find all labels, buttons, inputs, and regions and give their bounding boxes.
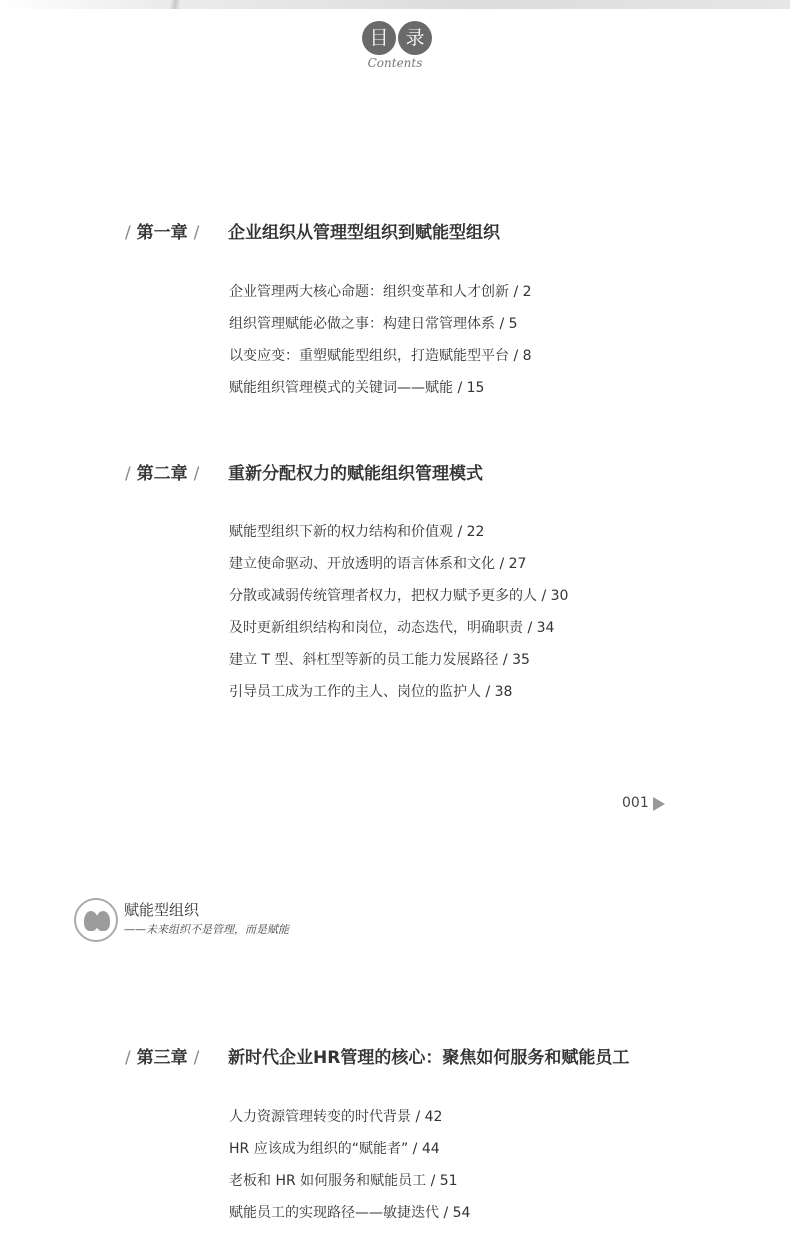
- toc-entry[interactable]: 引导员工成为工作的主人、岗位的监护人 / 38: [229, 684, 513, 700]
- heading-char-badge: 目: [362, 21, 396, 55]
- toc-entry[interactable]: 赋能员工的实现路径——敏捷迭代 / 54: [229, 1205, 471, 1221]
- chapter-heading: / 第二章 / 重新分配权力的赋能组织管理模式: [125, 459, 685, 485]
- toc-entry[interactable]: 赋能组织管理模式的关键词——赋能 / 15: [229, 380, 485, 396]
- toc-entry[interactable]: HR 应该成为组织的“赋能者” / 44: [229, 1141, 440, 1157]
- contents-heading: [362, 21, 432, 55]
- chapter-title: 重新分配权力的赋能组织管理模式: [228, 464, 483, 484]
- chapter-label: 第一章: [136, 223, 188, 243]
- toc-entry-list: [229, 276, 689, 404]
- book-title: 赋能型组织: [124, 901, 200, 919]
- chapter-heading: / 第三章 / 新时代企业HR管理的核心：聚焦如何服务和赋能员工: [125, 1043, 685, 1069]
- brush-stroke-decoration: [150, 0, 200, 9]
- toc-entry[interactable]: 以变应变：重塑赋能型组织，打造赋能型平台 / 8: [229, 348, 532, 364]
- chapter-title: 新时代企业HR管理的核心：聚焦如何服务和赋能员工: [228, 1048, 630, 1068]
- toc-entry[interactable]: 赋能型组织下新的权力结构和价值观 / 22: [229, 524, 485, 540]
- toc-entry-list: [229, 516, 689, 708]
- book-logo-icon: [74, 898, 118, 942]
- page-number: 001: [622, 795, 649, 811]
- chapter-title: 企业组织从管理型组织到赋能型组织: [228, 223, 500, 243]
- toc-entry[interactable]: 人力资源管理转变的时代背景 / 42: [229, 1109, 443, 1125]
- top-decorative-band: [0, 0, 790, 9]
- toc-entry[interactable]: 组织管理赋能必做之事：构建日常管理体系 / 5: [229, 316, 518, 332]
- page-arrow-icon: [653, 797, 665, 811]
- chapter-label: 第三章: [136, 1048, 188, 1068]
- chapter-label: 第二章: [136, 464, 188, 484]
- book-subtitle: ——未来组织不是管理，而是赋能: [124, 923, 289, 936]
- toc-entry[interactable]: 建立使命驱动、开放透明的语言体系和文化 / 27: [229, 556, 527, 572]
- toc-entry[interactable]: 老板和 HR 如何服务和赋能员工 / 51: [229, 1173, 458, 1189]
- toc-entry[interactable]: 分散或减弱传统管理者权力，把权力赋予更多的人 / 30: [229, 588, 569, 604]
- heading-char-badge: 录: [398, 21, 432, 55]
- toc-entry[interactable]: 建立 T 型、斜杠型等新的员工能力发展路径 / 35: [229, 652, 530, 668]
- toc-entry[interactable]: 企业管理两大核心命题：组织变革和人才创新 / 2: [229, 284, 532, 300]
- toc-entry-list: [229, 1101, 689, 1229]
- contents-subtitle: Contents: [367, 56, 423, 70]
- toc-entry[interactable]: 及时更新组织结构和岗位，动态迭代，明确职责 / 34: [229, 620, 555, 636]
- chapter-heading: / 第一章 / 企业组织从管理型组织到赋能型组织: [125, 218, 685, 244]
